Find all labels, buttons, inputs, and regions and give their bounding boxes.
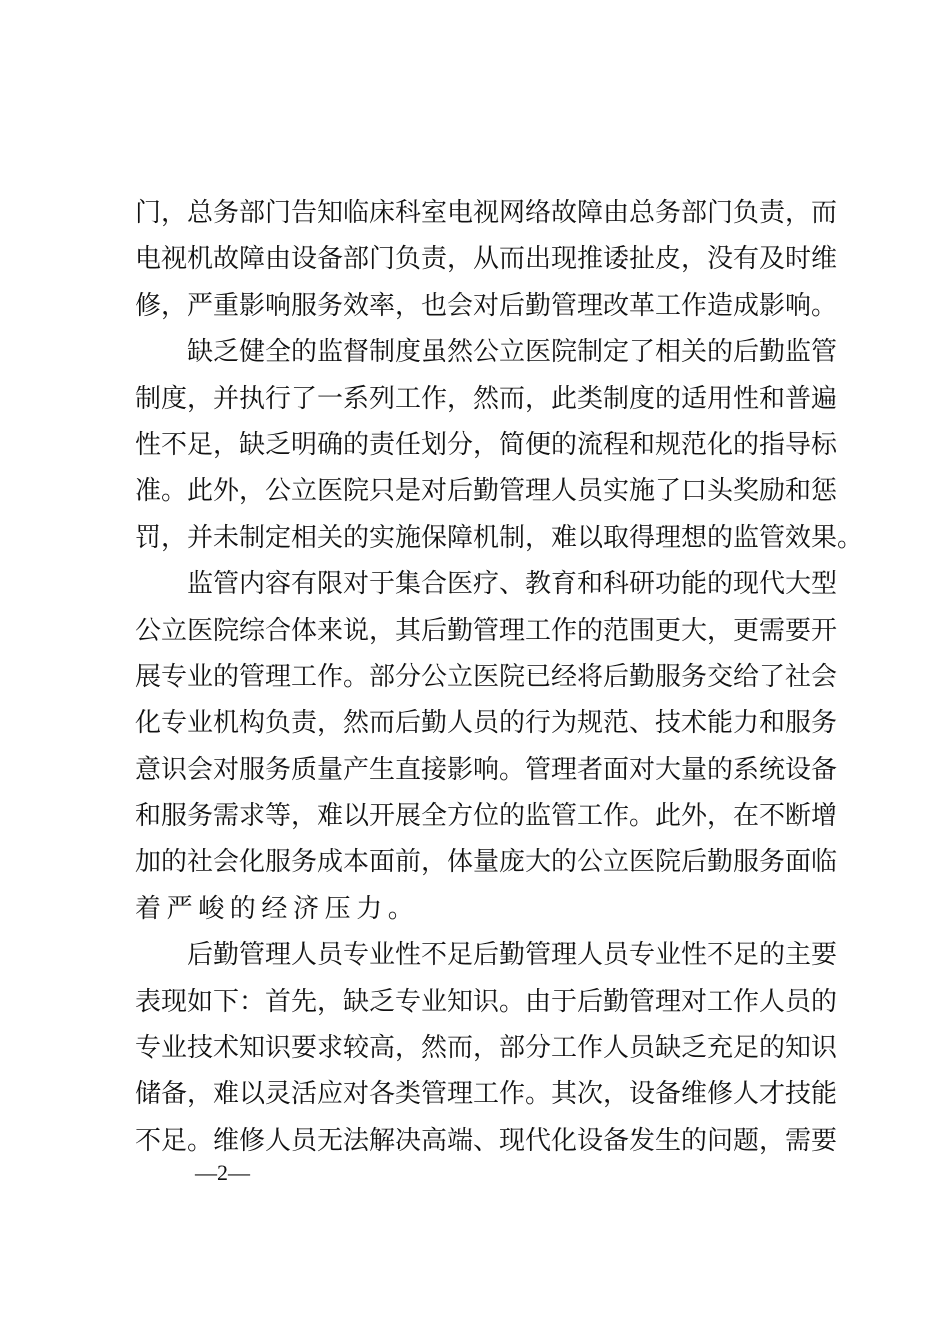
paragraph [135,329,864,561]
text-line: 加的社会化服务成本面前，体量庞大的公立医院后勤服务面临 [135,847,838,878]
text-line: 后勤管理人员专业性不足后勤管理人员专业性不足的主要 [187,940,838,971]
text-line: 电视机故障由设备部门负责，从而出现推诿扯皮，没有及时维 [135,244,838,275]
text-line: 不足。维修人员无法解决高端、现代化设备发生的问题，需要 [135,1125,838,1156]
text-line: 公立医院综合体来说，其后勤管理工作的范围更大，更需要开 [135,615,838,646]
document-body [135,190,864,1164]
paragraph [135,561,838,932]
text-line: 储备，难以灵活应对各类管理工作。其次，设备维修人才技能 [135,1079,838,1110]
text-line: 展专业的管理工作。部分公立医院已经将后勤服务交给了社会 [135,661,838,692]
paragraph [135,190,838,329]
text-line: 化专业机构负责，然而后勤人员的行为规范、技术能力和服务 [135,708,838,739]
paragraph [135,932,838,1164]
text-line: 着严峻的经济压力。 [135,893,420,924]
text-line: 修，严重影响服务效率，也会对后勤管理改革工作造成影响。 [135,290,838,321]
text-line: 罚，并未制定相关的实施保障机制，难以取得理想的监管效果。 [135,522,864,553]
text-line: 表现如下：首先，缺乏专业知识。由于后勤管理对工作人员的 [135,986,838,1017]
text-line: 制度，并执行了一系列工作，然而，此类制度的适用性和普遍 [135,383,838,414]
text-line: 缺乏健全的监督制度虽然公立医院制定了相关的后勤监管 [187,337,838,368]
text-line: 性不足，缺乏明确的责任划分，简便的流程和规范化的指导标 [135,429,838,460]
text-line: 监管内容有限对于集合医疗、教育和科研功能的现代大型 [187,569,838,600]
page-number: —2— [195,1160,250,1185]
text-line: 专业技术知识要求较高，然而，部分工作人员缺乏充足的知识 [135,1033,838,1064]
text-line: 准。此外，公立医院只是对后勤管理人员实施了口头奖励和惩 [135,476,838,507]
text-line: 意识会对服务质量产生直接影响。管理者面对大量的系统设备 [135,754,838,785]
text-line: 门，总务部门告知临床科室电视网络故障由总务部门负责，而 [135,198,838,228]
text-line: 和服务需求等，难以开展全方位的监管工作。此外，在不断增 [135,801,838,832]
